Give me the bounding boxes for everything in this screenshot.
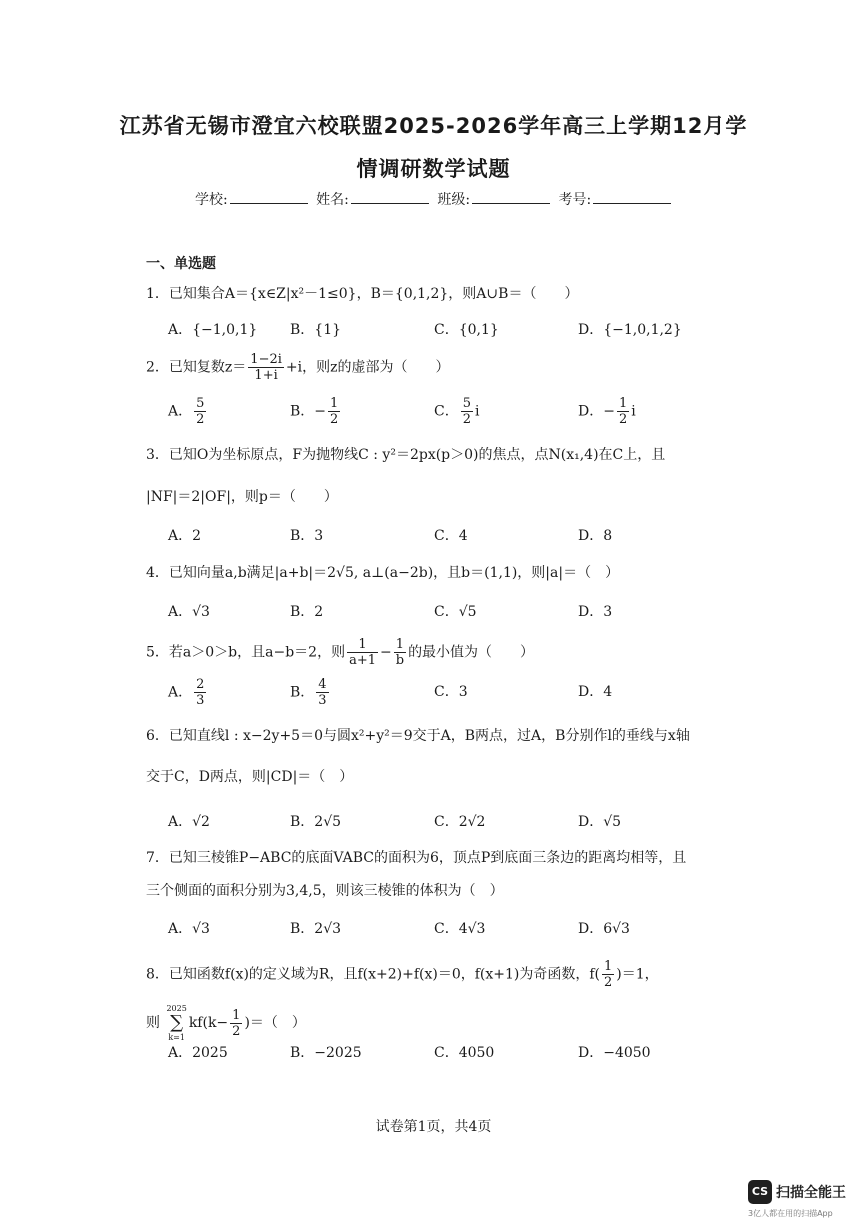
student-info-row bbox=[195, 189, 675, 209]
question-8-line-1-fraction bbox=[602, 959, 614, 990]
question-8-line-2-fraction bbox=[230, 1008, 242, 1039]
exam-no-label: 考号: bbox=[558, 192, 592, 208]
numerator: 1 bbox=[618, 396, 628, 411]
option-label: A． bbox=[168, 684, 193, 701]
question-8-line-2-prefix: 则 bbox=[146, 1015, 160, 1031]
numerator: 1 bbox=[394, 637, 406, 653]
question-5-option-c: C．3 bbox=[434, 684, 468, 700]
denominator: 2 bbox=[462, 412, 471, 427]
option-fraction bbox=[461, 396, 473, 427]
question-2-option-d bbox=[578, 396, 636, 427]
question-6-option-b: B．2√5 bbox=[290, 814, 342, 830]
question-4-option-c: C．√5 bbox=[434, 604, 477, 620]
school-blank bbox=[230, 191, 308, 204]
question-1-option-a: A．{−1,0,1} bbox=[168, 322, 258, 338]
question-7-option-c: C．4√3 bbox=[434, 921, 486, 937]
minus-sign: − bbox=[380, 644, 392, 661]
sum-lower-limit: k=1 bbox=[168, 1033, 185, 1042]
option-label: B． bbox=[290, 684, 315, 701]
question-2-stem bbox=[146, 352, 449, 383]
denominator: 2 bbox=[232, 1023, 241, 1039]
option-label: B．− bbox=[290, 403, 327, 420]
option-fraction bbox=[617, 396, 629, 427]
question-3-stem-line-1: 3．已知O为坐标原点，F为抛物线C : y²＝2px(p＞0)的焦点，点N(x₁,4)在C上，且 bbox=[146, 447, 666, 463]
numerator: 2 bbox=[196, 677, 205, 692]
denominator: 3 bbox=[318, 693, 327, 708]
camscanner-tagline: 3亿人都在用的扫描App bbox=[748, 1209, 833, 1218]
option-label: A． bbox=[168, 403, 193, 420]
denominator: a+1 bbox=[349, 653, 376, 668]
question-1-option-d: D．{−1,0,1,2} bbox=[578, 322, 682, 338]
exam-no-blank bbox=[593, 191, 671, 204]
question-3-option-b: B．3 bbox=[290, 528, 324, 544]
question-1-stem: 1．已知集合A＝{x∈Z|x²－1≤0}，B＝{0,1,2}，则A∪B＝（ ） bbox=[146, 286, 579, 302]
question-8-stem-line-1 bbox=[146, 959, 659, 990]
question-4-option-b: B．2 bbox=[290, 604, 324, 620]
question-5-fraction-2 bbox=[394, 637, 406, 668]
title-line-2: 情调研数学试题 bbox=[356, 157, 511, 181]
sigma-icon: ∑ bbox=[170, 1012, 184, 1033]
question-2-fraction bbox=[248, 352, 284, 383]
question-1-option-b: B．{1} bbox=[290, 322, 342, 338]
name-blank bbox=[351, 191, 429, 204]
question-7-option-a: A．√3 bbox=[168, 921, 210, 937]
question-8-stem-line-2 bbox=[146, 1003, 306, 1043]
question-8-option-d: D．−4050 bbox=[578, 1045, 651, 1061]
sum-upper-limit: 2025 bbox=[166, 1004, 187, 1013]
numerator: 1 bbox=[330, 396, 339, 411]
question-5-option-b bbox=[290, 677, 331, 708]
question-4-option-d: D．3 bbox=[578, 604, 613, 620]
option-fraction bbox=[328, 396, 340, 427]
option-fraction bbox=[194, 677, 206, 708]
denominator: 2 bbox=[330, 412, 339, 427]
question-8-option-c: C．4050 bbox=[434, 1045, 495, 1061]
option-fraction bbox=[316, 677, 328, 708]
question-5-suffix: 的最小值为（ ） bbox=[408, 644, 535, 661]
question-3-option-c: C．4 bbox=[434, 528, 468, 544]
question-7-stem-line-2: 三个侧面的面积分别为3,4,5，则该三棱锥的体积为（ ） bbox=[146, 883, 504, 899]
question-8-line-2-suffix: )＝（ ） bbox=[244, 1015, 306, 1031]
denominator: 2 bbox=[604, 975, 613, 990]
question-5-option-a bbox=[168, 677, 208, 708]
denominator: 2 bbox=[196, 412, 205, 427]
numerator: 5 bbox=[196, 396, 205, 411]
question-6-stem-line-2: 交于C，D两点，则|CD|＝（ ） bbox=[146, 769, 354, 785]
question-8-line-1-prefix: 8．已知函数f(x)的定义域为R，且f(x+2)+f(x)＝0，f(x+1)为奇函数，f( bbox=[146, 966, 601, 983]
numerator: 5 bbox=[462, 396, 471, 411]
question-7-option-d: D．6√3 bbox=[578, 921, 630, 937]
question-2-prefix: 2．已知复数z＝ bbox=[146, 359, 247, 376]
question-6-option-a: A．√2 bbox=[168, 814, 210, 830]
question-2-option-c bbox=[434, 396, 479, 427]
page-footer: 试卷第1页，共4页 bbox=[375, 1119, 492, 1135]
name-label: 姓名: bbox=[316, 192, 349, 208]
question-7-stem-line-1: 7．已知三棱锥P−ABC的底面VABC的面积为6，顶点P到底面三条边的距离均相等，且 bbox=[146, 850, 687, 866]
question-6-option-d: D．√5 bbox=[578, 814, 622, 830]
question-8-option-b: B．−2025 bbox=[290, 1045, 362, 1061]
denominator: 3 bbox=[196, 693, 205, 708]
class-blank bbox=[472, 191, 550, 204]
question-5-stem bbox=[146, 637, 534, 668]
option-label: C． bbox=[434, 403, 459, 420]
denominator: 2 bbox=[618, 412, 628, 427]
denominator: b bbox=[395, 653, 405, 668]
question-2-denominator: 1+i bbox=[254, 368, 278, 383]
question-2-option-b bbox=[290, 396, 342, 427]
question-3-stem-line-2: |NF|＝2|OF|，则p＝（ ） bbox=[146, 489, 338, 505]
question-8-line-2-mid: kf(k− bbox=[188, 1015, 229, 1031]
question-5-prefix: 5．若a＞0＞b，且a−b＝2，则 bbox=[146, 644, 346, 661]
question-7-option-b: B．2√3 bbox=[290, 921, 342, 937]
class-label: 班级: bbox=[437, 192, 471, 208]
section-title: 一、单选题 bbox=[146, 256, 216, 272]
camscanner-name: 扫描全能王 bbox=[776, 1185, 846, 1201]
question-3-option-a: A．2 bbox=[168, 528, 202, 544]
numerator: 1 bbox=[347, 637, 378, 653]
question-4-stem: 4．已知向量a,b满足|a+b|＝2√5, a⊥(a−2b)，且b＝(1,1)，则|a|＝（ ） bbox=[146, 565, 620, 581]
summation-symbol bbox=[166, 1003, 186, 1043]
camscanner-logo-icon: CS bbox=[748, 1180, 772, 1204]
question-5-option-d: D．4 bbox=[578, 684, 613, 700]
option-fraction bbox=[194, 396, 206, 427]
option-suffix: i bbox=[475, 403, 480, 420]
question-2-numerator: 1−2i bbox=[250, 352, 282, 367]
question-8-line-1-suffix: )＝1， bbox=[616, 966, 659, 983]
option-label: D．− bbox=[578, 403, 615, 420]
numerator: 1 bbox=[604, 959, 613, 974]
numerator: 1 bbox=[232, 1007, 241, 1023]
question-1-option-c: C．{0,1} bbox=[434, 322, 499, 338]
question-6-option-c: C．2√2 bbox=[434, 814, 486, 830]
numerator: 4 bbox=[318, 677, 327, 692]
question-4-option-a: A．√3 bbox=[168, 604, 210, 620]
question-5-fraction-1 bbox=[347, 637, 378, 668]
school-label: 学校: bbox=[195, 192, 228, 208]
question-2-option-a bbox=[168, 396, 208, 427]
option-suffix: i bbox=[631, 403, 636, 420]
question-8-option-a: A．2025 bbox=[168, 1045, 228, 1061]
title-line-1: 江苏省无锡市澄宜六校联盟2025-2026学年高三上学期12月学 bbox=[119, 114, 748, 138]
question-6-stem-line-1: 6．已知直线l : x−2y+5＝0与圆x²+y²＝9交于A，B两点，过A，B分别作l的垂线与x轴 bbox=[146, 728, 690, 744]
question-2-suffix: +i，则z的虚部为（ ） bbox=[285, 359, 450, 376]
question-3-option-d: D．8 bbox=[578, 528, 613, 544]
camscanner-watermark bbox=[748, 1180, 858, 1220]
